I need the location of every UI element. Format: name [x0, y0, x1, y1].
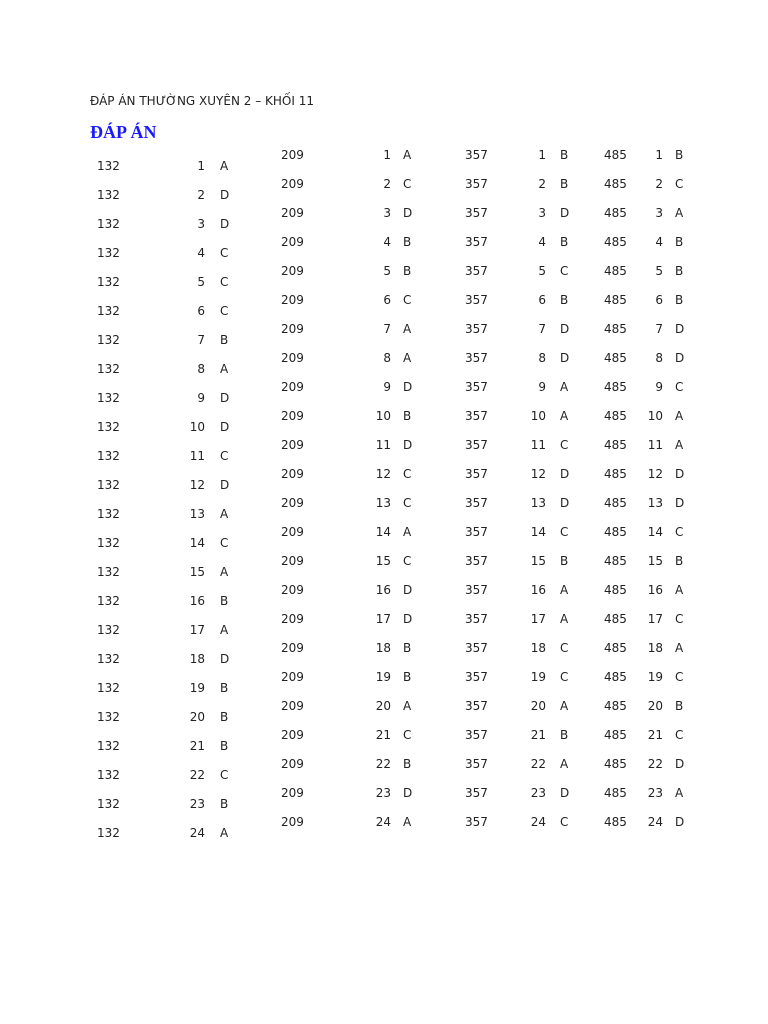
exam-code: 132	[97, 768, 120, 782]
question-number: 3	[383, 206, 391, 220]
exam-code: 357	[465, 380, 488, 394]
answer-letter: C	[220, 536, 229, 550]
exam-code: 209	[281, 699, 304, 713]
exam-code: 132	[97, 449, 120, 463]
answer-letter: A	[675, 583, 684, 597]
answer-letter: B	[675, 264, 684, 278]
question-number: 1	[197, 159, 205, 173]
exam-code: 132	[97, 710, 120, 724]
exam-code: 209	[281, 409, 304, 423]
exam-code: 209	[281, 496, 304, 510]
exam-code: 485	[604, 467, 627, 481]
question-number: 8	[655, 351, 663, 365]
answer-letter: B	[560, 148, 569, 162]
question-number: 13	[530, 496, 546, 510]
answer-letter: C	[403, 467, 412, 481]
exam-code: 132	[97, 246, 120, 260]
exam-code: 132	[97, 420, 120, 434]
answer-letter: A	[220, 507, 229, 521]
answer-letter: C	[220, 275, 229, 289]
answer-letter: D	[220, 217, 230, 231]
exam-code: 132	[97, 536, 120, 550]
exam-code: 485	[604, 786, 627, 800]
question-number: 10	[375, 409, 391, 423]
exam-code: 209	[281, 467, 304, 481]
answer-letter: B	[220, 710, 229, 724]
answer-letter: C	[403, 293, 412, 307]
exam-code: 485	[604, 612, 627, 626]
answer-letter: B	[560, 177, 569, 191]
exam-code: 357	[465, 786, 488, 800]
answer-letter: D	[560, 786, 570, 800]
question-number: 19	[189, 681, 205, 695]
answer-letter: B	[675, 235, 684, 249]
question-number: 23	[530, 786, 546, 800]
question-number: 13	[189, 507, 205, 521]
exam-code: 485	[604, 351, 627, 365]
answer-letter: C	[675, 380, 684, 394]
question-number: 24	[530, 815, 546, 829]
answer-letter: A	[675, 438, 684, 452]
answer-letter: D	[220, 391, 230, 405]
question-number: 8	[538, 351, 546, 365]
question-number: 21	[647, 728, 663, 742]
question-number: 1	[538, 148, 546, 162]
exam-code: 485	[604, 380, 627, 394]
answer-letter: B	[403, 757, 412, 771]
question-number: 15	[647, 554, 663, 568]
exam-code: 209	[281, 525, 304, 539]
exam-code: 485	[604, 525, 627, 539]
exam-code: 357	[465, 525, 488, 539]
question-number: 16	[375, 583, 391, 597]
question-number: 15	[189, 565, 205, 579]
question-number: 12	[189, 478, 205, 492]
answer-letter: B	[403, 641, 412, 655]
answer-letter: A	[403, 699, 412, 713]
question-number: 14	[375, 525, 391, 539]
exam-code: 357	[465, 699, 488, 713]
question-number: 16	[647, 583, 663, 597]
exam-code: 209	[281, 641, 304, 655]
exam-code: 209	[281, 554, 304, 568]
question-number: 3	[197, 217, 205, 231]
exam-code: 357	[465, 467, 488, 481]
exam-code: 132	[97, 652, 120, 666]
exam-code: 209	[281, 757, 304, 771]
answer-letter: C	[560, 264, 569, 278]
answer-letter: D	[220, 652, 230, 666]
exam-code: 132	[97, 565, 120, 579]
question-number: 10	[530, 409, 546, 423]
question-number: 18	[530, 641, 546, 655]
question-number: 22	[647, 757, 663, 771]
answer-letter: B	[220, 739, 229, 753]
question-number: 5	[197, 275, 205, 289]
exam-code: 485	[604, 264, 627, 278]
answer-letter: A	[675, 641, 684, 655]
answer-letter: C	[403, 177, 412, 191]
question-number: 5	[655, 264, 663, 278]
question-number: 22	[375, 757, 391, 771]
question-number: 8	[197, 362, 205, 376]
answer-letter: B	[560, 293, 569, 307]
question-number: 1	[383, 148, 391, 162]
exam-code: 485	[604, 293, 627, 307]
exam-code: 209	[281, 148, 304, 162]
exam-code: 132	[97, 507, 120, 521]
question-number: 4	[538, 235, 546, 249]
question-number: 6	[197, 304, 205, 318]
exam-code: 209	[281, 351, 304, 365]
answer-letter: D	[675, 467, 685, 481]
question-number: 6	[655, 293, 663, 307]
exam-code: 485	[604, 757, 627, 771]
exam-code: 209	[281, 670, 304, 684]
answer-letter: C	[560, 438, 569, 452]
question-number: 10	[189, 420, 205, 434]
question-number: 3	[655, 206, 663, 220]
question-number: 11	[647, 438, 663, 452]
question-number: 10	[647, 409, 663, 423]
answer-letter: B	[675, 293, 684, 307]
question-number: 11	[375, 438, 391, 452]
answer-letter: C	[220, 304, 229, 318]
exam-code: 132	[97, 681, 120, 695]
exam-code: 132	[97, 304, 120, 318]
question-number: 2	[655, 177, 663, 191]
exam-code: 357	[465, 409, 488, 423]
answer-letter: B	[220, 333, 229, 347]
question-number: 19	[530, 670, 546, 684]
question-number: 13	[375, 496, 391, 510]
question-number: 17	[647, 612, 663, 626]
answer-letter: A	[675, 206, 684, 220]
exam-code: 209	[281, 177, 304, 191]
exam-code: 132	[97, 391, 120, 405]
question-number: 21	[375, 728, 391, 742]
question-number: 24	[189, 826, 205, 840]
question-number: 2	[197, 188, 205, 202]
exam-code: 357	[465, 641, 488, 655]
question-number: 23	[189, 797, 205, 811]
answer-letter: B	[403, 409, 412, 423]
answer-letter: D	[675, 757, 685, 771]
question-number: 12	[647, 467, 663, 481]
question-number: 17	[530, 612, 546, 626]
answer-letter: C	[220, 449, 229, 463]
exam-code: 209	[281, 728, 304, 742]
exam-code: 357	[465, 206, 488, 220]
exam-code: 209	[281, 786, 304, 800]
exam-code: 209	[281, 815, 304, 829]
question-number: 20	[647, 699, 663, 713]
exam-code: 485	[604, 235, 627, 249]
answer-letter: C	[675, 728, 684, 742]
exam-code: 357	[465, 177, 488, 191]
exam-code: 357	[465, 496, 488, 510]
question-number: 4	[383, 235, 391, 249]
exam-code: 357	[465, 438, 488, 452]
question-number: 15	[375, 554, 391, 568]
exam-code: 357	[465, 322, 488, 336]
question-number: 17	[189, 623, 205, 637]
answer-letter: D	[675, 351, 685, 365]
exam-code: 485	[604, 322, 627, 336]
answer-letter: D	[403, 438, 413, 452]
question-number: 18	[375, 641, 391, 655]
question-number: 5	[538, 264, 546, 278]
answer-letter: B	[560, 554, 569, 568]
exam-code: 485	[604, 815, 627, 829]
answer-letter: A	[560, 380, 569, 394]
answer-letter: D	[403, 206, 413, 220]
exam-code: 132	[97, 362, 120, 376]
question-number: 17	[375, 612, 391, 626]
answer-letter: D	[675, 322, 685, 336]
answer-letter: A	[560, 757, 569, 771]
question-number: 22	[189, 768, 205, 782]
answer-letter: A	[403, 322, 412, 336]
question-number: 11	[530, 438, 546, 452]
exam-code: 357	[465, 351, 488, 365]
answer-letter: A	[560, 699, 569, 713]
exam-code: 357	[465, 554, 488, 568]
exam-code: 357	[465, 235, 488, 249]
exam-code: 357	[465, 148, 488, 162]
exam-code: 209	[281, 264, 304, 278]
question-number: 2	[383, 177, 391, 191]
exam-code: 357	[465, 815, 488, 829]
answer-letter: C	[403, 728, 412, 742]
question-number: 8	[383, 351, 391, 365]
question-number: 16	[189, 594, 205, 608]
question-number: 23	[647, 786, 663, 800]
question-number: 9	[197, 391, 205, 405]
answer-letter: B	[560, 235, 569, 249]
exam-code: 132	[97, 188, 120, 202]
answer-letter: D	[403, 612, 413, 626]
exam-code: 485	[604, 554, 627, 568]
exam-code: 132	[97, 159, 120, 173]
question-number: 9	[383, 380, 391, 394]
question-number: 22	[530, 757, 546, 771]
question-number: 7	[383, 322, 391, 336]
answer-letter: D	[560, 467, 570, 481]
question-number: 7	[197, 333, 205, 347]
question-number: 16	[530, 583, 546, 597]
exam-code: 485	[604, 148, 627, 162]
question-number: 14	[647, 525, 663, 539]
answer-letter: A	[560, 612, 569, 626]
question-number: 20	[375, 699, 391, 713]
exam-code: 209	[281, 293, 304, 307]
answer-letter: B	[403, 264, 412, 278]
answer-letter: D	[403, 583, 413, 597]
question-number: 19	[647, 670, 663, 684]
question-number: 9	[538, 380, 546, 394]
exam-code: 485	[604, 496, 627, 510]
answer-letter: B	[403, 670, 412, 684]
answer-letter: D	[560, 322, 570, 336]
answer-letter: C	[675, 525, 684, 539]
exam-code: 357	[465, 264, 488, 278]
exam-code: 132	[97, 217, 120, 231]
question-number: 9	[655, 380, 663, 394]
answer-letter: D	[560, 496, 570, 510]
question-number: 18	[189, 652, 205, 666]
exam-code: 357	[465, 583, 488, 597]
exam-code: 485	[604, 641, 627, 655]
exam-code: 132	[97, 623, 120, 637]
document-title: ĐÁP ÁN THƯỜNG XUYÊN 2 – KHỐI 11	[90, 94, 314, 108]
answer-letter: C	[675, 612, 684, 626]
exam-code: 132	[97, 333, 120, 347]
answer-letter: B	[675, 554, 684, 568]
exam-code: 209	[281, 438, 304, 452]
answer-letter: A	[560, 409, 569, 423]
question-number: 19	[375, 670, 391, 684]
question-number: 18	[647, 641, 663, 655]
answer-heading: ĐÁP ÁN	[90, 122, 157, 142]
answer-letter: C	[560, 641, 569, 655]
answer-letter: C	[560, 670, 569, 684]
question-number: 23	[375, 786, 391, 800]
answer-letter: D	[560, 351, 570, 365]
answer-letter: D	[403, 380, 413, 394]
answer-letter: A	[220, 623, 229, 637]
exam-code: 209	[281, 322, 304, 336]
question-number: 24	[647, 815, 663, 829]
exam-code: 357	[465, 728, 488, 742]
exam-code: 209	[281, 612, 304, 626]
answer-letter: C	[403, 496, 412, 510]
answer-letter: C	[220, 246, 229, 260]
question-number: 3	[538, 206, 546, 220]
exam-code: 132	[97, 739, 120, 753]
exam-code: 357	[465, 612, 488, 626]
question-number: 4	[197, 246, 205, 260]
answer-letter: B	[220, 594, 229, 608]
answer-letter: A	[403, 525, 412, 539]
answer-letter: D	[220, 478, 230, 492]
answer-letter: B	[220, 681, 229, 695]
answer-letter: D	[675, 815, 685, 829]
exam-code: 209	[281, 235, 304, 249]
answer-letter: C	[560, 525, 569, 539]
question-number: 21	[189, 739, 205, 753]
question-number: 21	[530, 728, 546, 742]
answer-letter: D	[560, 206, 570, 220]
exam-code: 132	[97, 826, 120, 840]
answer-letter: B	[675, 148, 684, 162]
question-number: 1	[655, 148, 663, 162]
exam-code: 485	[604, 177, 627, 191]
question-number: 4	[655, 235, 663, 249]
question-number: 13	[647, 496, 663, 510]
answer-letter: D	[403, 786, 413, 800]
answer-letter: C	[403, 554, 412, 568]
answer-letter: C	[675, 670, 684, 684]
answer-letter: A	[220, 826, 229, 840]
question-number: 14	[189, 536, 205, 550]
exam-code: 485	[604, 206, 627, 220]
question-number: 6	[538, 293, 546, 307]
question-number: 12	[530, 467, 546, 481]
exam-code: 357	[465, 757, 488, 771]
question-number: 20	[530, 699, 546, 713]
answer-letter: A	[220, 362, 229, 376]
answer-letter: C	[560, 815, 569, 829]
exam-code: 485	[604, 728, 627, 742]
answer-letter: B	[220, 797, 229, 811]
answer-letter: D	[220, 188, 230, 202]
question-number: 14	[530, 525, 546, 539]
answer-letter: A	[675, 786, 684, 800]
exam-code: 485	[604, 699, 627, 713]
exam-code: 132	[97, 594, 120, 608]
exam-code: 357	[465, 293, 488, 307]
question-number: 15	[530, 554, 546, 568]
answer-letter: A	[675, 409, 684, 423]
exam-code: 209	[281, 583, 304, 597]
exam-code: 209	[281, 206, 304, 220]
answer-letter: A	[403, 351, 412, 365]
answer-letter: A	[403, 148, 412, 162]
exam-code: 132	[97, 275, 120, 289]
answer-letter: D	[220, 420, 230, 434]
answer-letter: B	[560, 728, 569, 742]
exam-code: 209	[281, 380, 304, 394]
question-number: 24	[375, 815, 391, 829]
question-number: 6	[383, 293, 391, 307]
question-number: 2	[538, 177, 546, 191]
answer-letter: D	[675, 496, 685, 510]
question-number: 7	[538, 322, 546, 336]
answer-letter: A	[220, 565, 229, 579]
exam-code: 132	[97, 478, 120, 492]
answer-letter: A	[220, 159, 229, 173]
answer-letter: B	[675, 699, 684, 713]
answer-letter: B	[403, 235, 412, 249]
answer-letter: C	[675, 177, 684, 191]
question-number: 20	[189, 710, 205, 724]
exam-code: 357	[465, 670, 488, 684]
question-number: 7	[655, 322, 663, 336]
question-number: 5	[383, 264, 391, 278]
question-number: 11	[189, 449, 205, 463]
exam-code: 485	[604, 409, 627, 423]
answer-letter: C	[220, 768, 229, 782]
exam-code: 485	[604, 583, 627, 597]
question-number: 12	[375, 467, 391, 481]
exam-code: 132	[97, 797, 120, 811]
exam-code: 485	[604, 438, 627, 452]
answer-letter: A	[560, 583, 569, 597]
exam-code: 485	[604, 670, 627, 684]
answer-letter: A	[403, 815, 412, 829]
